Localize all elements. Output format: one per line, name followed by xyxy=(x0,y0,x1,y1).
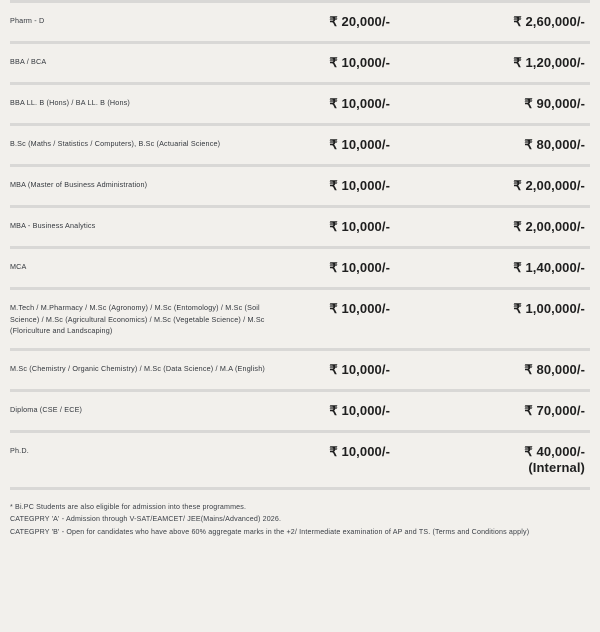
program-name: Pharm - D xyxy=(10,16,45,25)
tuition-fee-amount: ₹ 2,00,000/- xyxy=(513,178,585,193)
tuition-fee xyxy=(390,362,590,378)
table-row xyxy=(10,351,590,389)
program-name: Diploma (CSE / ECE) xyxy=(10,404,83,414)
table-row xyxy=(10,126,590,164)
program-name: Ph.D. xyxy=(10,445,29,455)
tuition-fee xyxy=(390,55,590,71)
table-row xyxy=(10,3,590,41)
application-fee: ₹ 10,000/- xyxy=(329,402,390,418)
tuition-fee xyxy=(390,137,590,153)
application-fee: ₹ 10,000/- xyxy=(329,219,390,234)
table-row xyxy=(10,433,590,487)
application-fee: ₹ 10,000/- xyxy=(329,260,390,275)
tuition-fee-amount: ₹ 90,000/- xyxy=(524,96,585,111)
program-name: MBA - Business Analytics xyxy=(10,221,96,230)
program-name: M.Sc (Chemistry / Organic Chemistry) / M.Sc (Data Science) / M.A (English) xyxy=(10,363,265,373)
application-fee: ₹ 10,000/- xyxy=(329,55,390,70)
tuition-fee xyxy=(390,219,590,235)
table-row xyxy=(10,85,590,123)
tuition-fee-amount: ₹ 80,000/- xyxy=(524,361,585,377)
tuition-fee-amount: ₹ 80,000/- xyxy=(524,137,585,152)
fee-rows-container xyxy=(10,3,590,490)
application-fee: ₹ 10,000/- xyxy=(329,96,390,111)
application-fee: ₹ 10,000/- xyxy=(329,301,390,316)
tuition-fee xyxy=(390,14,590,30)
table-row xyxy=(10,392,590,430)
tuition-fee-amount: ₹ 1,40,000/- xyxy=(513,260,585,275)
tuition-fee-amount: ₹ 70,000/- xyxy=(524,402,585,418)
program-name: MCA xyxy=(10,262,27,271)
table-row xyxy=(10,249,590,287)
tuition-fee-amount: ₹ 2,00,000/- xyxy=(513,219,585,234)
application-fee: ₹ 10,000/- xyxy=(329,178,390,193)
footnote-line: CATEGPRY 'A' - Admission through V-SAT/EAMCET/ JEE(Mains/Advanced) 2026. xyxy=(10,515,282,524)
program-name: BBA / BCA xyxy=(10,57,47,66)
tuition-fee xyxy=(390,301,590,317)
footnote-line: * Bi.PC Students are also eligible for admission into these programmes. xyxy=(10,502,247,511)
program-name: MBA (Master of Business Administration) xyxy=(10,180,148,189)
tuition-fee-note: (Internal) xyxy=(528,459,585,475)
tuition-fee-amount: ₹ 1,00,000/- xyxy=(513,301,585,316)
table-row xyxy=(10,208,590,246)
tuition-fee xyxy=(390,444,590,476)
tuition-fee xyxy=(390,403,590,419)
footnotes xyxy=(0,490,600,539)
tuition-fee-amount: ₹ 2,60,000/- xyxy=(513,14,585,29)
tuition-fee xyxy=(390,260,590,276)
tuition-fee-amount: ₹ 40,000/- xyxy=(524,443,585,459)
application-fee: ₹ 20,000/- xyxy=(329,14,390,29)
program-name: M.Tech / M.Pharmacy / M.Sc (Agronomy) / M.Sc (Entomology) / M.Sc (Soil Science) / M.Sc (Agricultural Economics) / M.Sc (Vegetable Science) / M.Sc (Floriculture and Landscaping) xyxy=(10,303,265,336)
footnote-line: CATEGPRY 'B' - Open for candidates who have above 60% aggregate marks in the +2/ Intermediate examination of AP and TS. (Terms and Conditions apply) xyxy=(10,527,530,536)
tuition-fee xyxy=(390,178,590,194)
program-name: BBA LL. B (Hons) / BA LL. B (Hons) xyxy=(10,98,130,107)
application-fee: ₹ 10,000/- xyxy=(329,361,390,377)
tuition-fee-amount: ₹ 1,20,000/- xyxy=(513,55,585,70)
application-fee: ₹ 10,000/- xyxy=(329,137,390,152)
table-row xyxy=(10,44,590,82)
program-name: B.Sc (Maths / Statistics / Computers), B.Sc (Actuarial Science) xyxy=(10,139,221,148)
tuition-fee xyxy=(390,96,590,112)
table-row xyxy=(10,290,590,348)
application-fee: ₹ 10,000/- xyxy=(329,443,390,459)
table-row xyxy=(10,167,590,205)
